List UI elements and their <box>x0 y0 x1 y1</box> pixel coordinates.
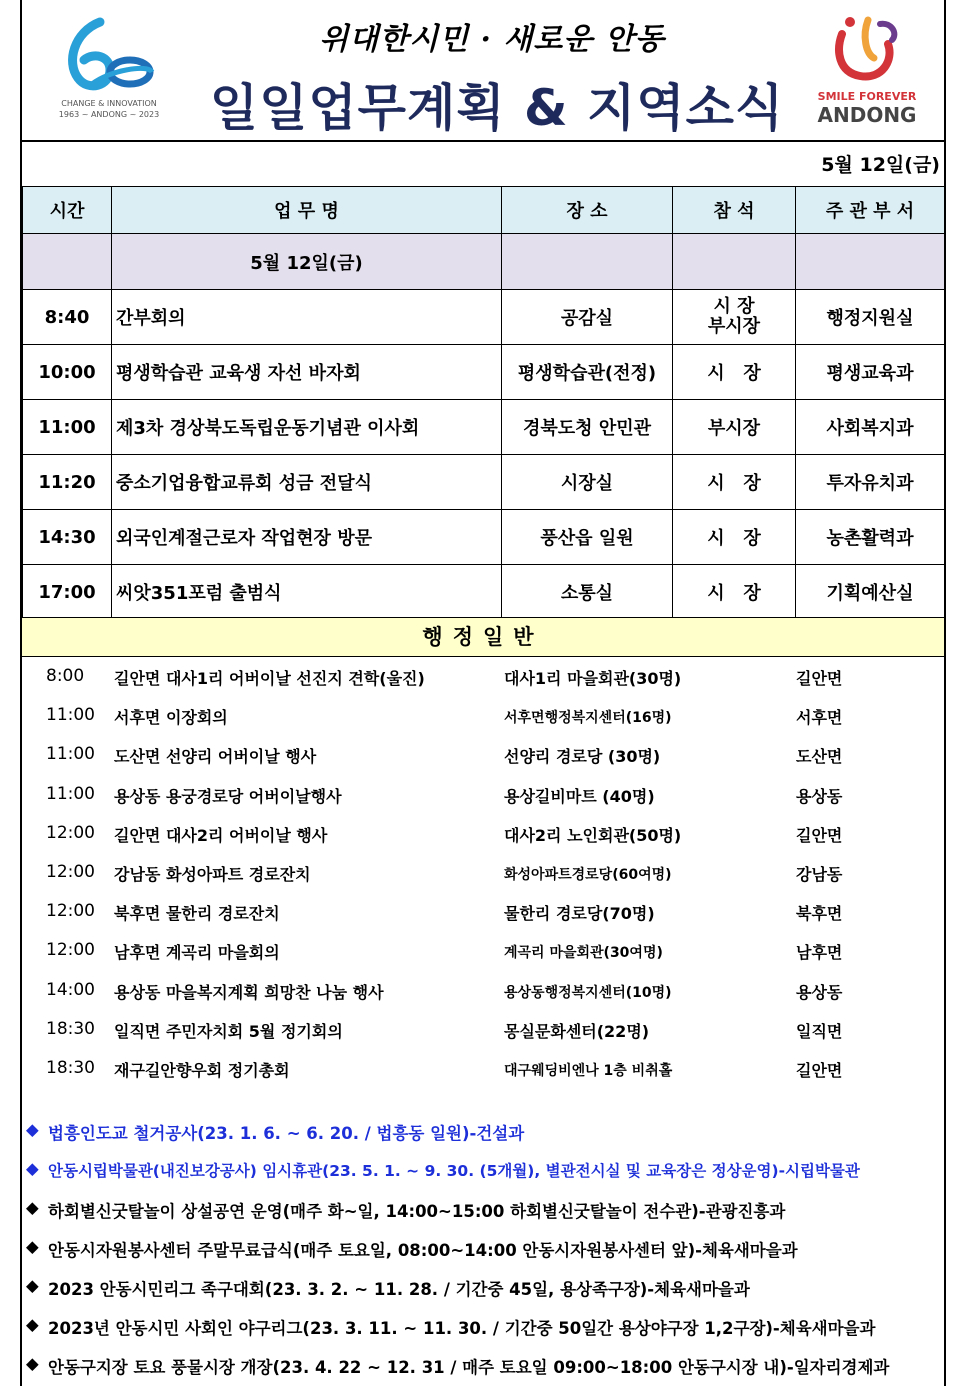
admin-time: 12:00 <box>46 822 95 843</box>
list-item <box>22 1009 944 1048</box>
logo-right-caption-2: ANDONG <box>817 103 917 127</box>
document-sheet <box>20 0 946 1386</box>
admin-time: 11:00 <box>46 744 95 765</box>
table-row <box>23 565 945 620</box>
table-row <box>23 400 945 455</box>
notice-item <box>22 1110 944 1149</box>
admin-time: 18:30 <box>46 1018 95 1039</box>
table-row <box>23 290 945 345</box>
admin-time: 12:00 <box>46 861 95 882</box>
logo-left-caption-2: 1963 ~ ANDONG ~ 2023 <box>58 110 160 119</box>
row-place: 경북도청 안민관 <box>502 400 673 455</box>
row-dept: 사회복지과 <box>796 400 945 455</box>
admin-place: 화성아파트경로당(60여명) <box>504 866 672 883</box>
row-attend: 시 장 <box>673 510 796 565</box>
notice-list <box>22 1110 944 1383</box>
admin-place: 서후면행정복지센터(16명) <box>504 710 672 727</box>
header-place: 장 소 <box>502 187 673 234</box>
page-title: 일일업무계획 & 지역소식 <box>209 79 785 137</box>
list-item <box>22 970 944 1009</box>
admin-dept: 용상동 <box>796 786 843 806</box>
diamond-bullet-icon: ◆ <box>26 1315 39 1334</box>
admin-dept: 용상동 <box>796 982 843 1002</box>
row-task: 씨앗351포럼 출범식 <box>112 565 502 620</box>
notice-item <box>22 1227 944 1266</box>
andong-60th-logo <box>52 14 162 124</box>
diamond-bullet-icon: ◆ <box>26 1276 39 1295</box>
admin-dept: 서후면 <box>796 708 843 728</box>
sub-header-date: 5월 12일(금) <box>112 234 502 290</box>
table-row <box>23 455 945 510</box>
admin-task: 남후면 계곡리 마을회의 <box>114 943 280 963</box>
admin-section-title: 행정일반 <box>22 617 944 657</box>
table-row <box>23 345 945 400</box>
row-attend: 시 장 <box>673 565 796 620</box>
row-time: 8:40 <box>23 290 112 345</box>
admin-task: 용상동 마을복지계획 희망찬 나눔 행사 <box>114 982 384 1002</box>
row-place: 시장실 <box>502 455 673 510</box>
admin-place: 대사1리 마을회관(30명) <box>504 669 682 688</box>
row-dept: 기획예산실 <box>796 565 945 620</box>
admin-dept: 일직면 <box>796 1021 843 1041</box>
row-task: 외국인계절근로자 작업현장 방문 <box>112 510 502 565</box>
diamond-bullet-icon: ◆ <box>26 1237 39 1256</box>
row-place: 공감실 <box>502 290 673 345</box>
list-item <box>22 734 944 773</box>
smile-forever-icon <box>802 10 932 90</box>
notice-text: 법흥인도교 철거공사(23. 1. 6. ~ 6. 20. / 법흥동 일원)-건설과 <box>48 1124 525 1143</box>
row-attend: 부시장 <box>673 400 796 455</box>
cell-empty <box>502 234 673 290</box>
admin-time: 12:00 <box>46 940 95 961</box>
admin-place: 대구웨딩비엔나 1층 비취홀 <box>504 1062 673 1079</box>
notice-text: 안동시립박물관(내진보강공사) 임시휴관(23. 5. 1. ~ 9. 30. (5개월), 별관전시실 및 교육장은 정상운영)-시립박물관 <box>48 1162 860 1180</box>
row-attend: 시 장 <box>673 345 796 400</box>
date-label: 5월 12일(금) <box>821 154 940 176</box>
admin-time: 11:00 <box>46 705 95 726</box>
admin-task: 용상동 용궁경로당 어버이날행사 <box>114 786 342 806</box>
header-dept: 주 관 부 서 <box>796 187 945 234</box>
admin-time: 12:00 <box>46 901 95 922</box>
schedule-table <box>22 186 945 620</box>
admin-dept: 북후면 <box>796 904 843 924</box>
admin-list <box>22 656 944 1087</box>
admin-task: 재구길안향우회 정기총회 <box>114 1060 290 1080</box>
list-item <box>22 813 944 852</box>
notice-text: 하회별신굿탈놀이 상설공연 운영(매주 화~일, 14:00~15:00 하회별신굿탈놀이 전수관)-관광진흥과 <box>48 1202 786 1221</box>
row-task: 중소기업융합교류회 성금 전달식 <box>112 455 502 510</box>
row-dept: 행정지원실 <box>796 290 945 345</box>
list-item <box>22 1048 944 1087</box>
header-task: 업 무 명 <box>112 187 502 234</box>
document-header <box>22 0 944 142</box>
row-time: 11:00 <box>23 400 112 455</box>
row-dept: 평생교육과 <box>796 345 945 400</box>
table-row <box>23 510 945 565</box>
admin-time: 18:30 <box>46 1057 95 1078</box>
row-place: 풍산읍 일원 <box>502 510 673 565</box>
notice-item <box>22 1266 944 1305</box>
notice-item <box>22 1188 944 1227</box>
header-time: 시간 <box>23 187 112 234</box>
notice-item <box>22 1149 944 1188</box>
diamond-bullet-icon: ◆ <box>26 1120 39 1139</box>
admin-dept: 길안면 <box>796 1060 843 1080</box>
admin-dept: 길안면 <box>796 669 843 688</box>
admin-place: 몽실문화센터(22명) <box>504 1021 650 1041</box>
admin-time: 8:00 <box>46 666 85 686</box>
row-time: 11:20 <box>23 455 112 510</box>
slogan: 위대한시민 · 새로운 안동 <box>319 22 665 57</box>
admin-place: 용상동행정복지센터(10명) <box>504 984 672 1001</box>
cell-empty <box>23 234 112 290</box>
list-item <box>22 852 944 891</box>
admin-task: 일직면 주민자치회 5월 정기회의 <box>114 1021 343 1041</box>
table-date-row <box>23 234 945 290</box>
notice-text: 2023 안동시민리그 족구대회(23. 3. 2. ~ 11. 28. / 기간중 45일, 용상족구장)-체육새마을과 <box>48 1280 750 1299</box>
row-dept: 농촌활력과 <box>796 510 945 565</box>
row-task: 평생학습관 교육생 자선 바자회 <box>112 345 502 400</box>
cell-empty <box>673 234 796 290</box>
admin-place: 물한리 경로당(70명) <box>504 904 655 924</box>
row-attend: 시 장 부시장 <box>673 290 796 345</box>
table-header-row <box>23 187 945 234</box>
admin-time: 11:00 <box>46 783 95 804</box>
admin-task: 길안면 대사2리 어버이날 행사 <box>114 825 328 845</box>
notice-item <box>22 1305 944 1344</box>
admin-task: 서후면 이장회의 <box>114 708 228 728</box>
notice-text: 2023년 안동시민 사회인 야구리그(23. 3. 11. ~ 11. 30. / 기간중 50일간 용상야구장 1,2구장)-체육새마을과 <box>48 1319 876 1338</box>
diamond-bullet-icon: ◆ <box>26 1159 39 1178</box>
list-item <box>22 774 944 813</box>
admin-dept: 강남동 <box>796 864 843 884</box>
admin-place: 계곡리 마을회관(30여명) <box>504 945 663 962</box>
notice-text: 안동구지장 토요 풍물시장 개장(23. 4. 22 ~ 12. 31 / 매주 토요일 09:00~18:00 안동구시장 내)-일자리경제과 <box>48 1358 890 1377</box>
notice-text: 안동시자원봉사센터 주말무료급식(매주 토요일, 08:00~14:00 안동시자원봉사센터 앞)-체육새마을과 <box>48 1241 798 1260</box>
admin-place: 대사2리 노인회관(50명) <box>504 825 682 845</box>
list-item <box>22 930 944 969</box>
list-item <box>22 891 944 930</box>
admin-dept: 남후면 <box>796 943 843 963</box>
sixty-anniversary-icon <box>52 14 162 104</box>
row-time: 10:00 <box>23 345 112 400</box>
admin-task: 강남동 화성아파트 경로잔치 <box>114 864 311 884</box>
header-attend: 참 석 <box>673 187 796 234</box>
cell-empty <box>796 234 945 290</box>
logo-left-caption-1: CHANGE & INNOVATION <box>61 99 157 108</box>
smile-andong-logo <box>802 10 932 130</box>
admin-time: 14:00 <box>46 979 95 1000</box>
date-row <box>22 142 944 188</box>
admin-place: 용상길비마트 (40명) <box>504 786 655 806</box>
list-item <box>22 695 944 734</box>
row-place: 평생학습관(전정) <box>502 345 673 400</box>
admin-dept: 길안면 <box>796 825 843 845</box>
logo-right-caption-1: SMILE FOREVER <box>817 90 917 103</box>
list-item <box>22 656 944 695</box>
notice-item <box>22 1344 944 1383</box>
admin-place: 선양리 경로당 (30명) <box>504 747 661 767</box>
diamond-bullet-icon: ◆ <box>26 1354 39 1373</box>
diamond-bullet-icon: ◆ <box>26 1198 39 1217</box>
row-attend: 시 장 <box>673 455 796 510</box>
row-task: 제3차 경상북도독립운동기념관 이사회 <box>112 400 502 455</box>
row-place: 소통실 <box>502 565 673 620</box>
row-time: 14:30 <box>23 510 112 565</box>
admin-task: 도산면 선양리 어버이날 행사 <box>114 747 317 767</box>
row-time: 17:00 <box>23 565 112 620</box>
row-task: 간부회의 <box>112 290 502 345</box>
admin-task: 북후면 물한리 경로잔치 <box>114 904 280 924</box>
admin-task: 길안면 대사1리 어버이날 선진지 견학(울진) <box>114 669 425 688</box>
row-dept: 투자유치과 <box>796 455 945 510</box>
admin-dept: 도산면 <box>796 747 843 767</box>
